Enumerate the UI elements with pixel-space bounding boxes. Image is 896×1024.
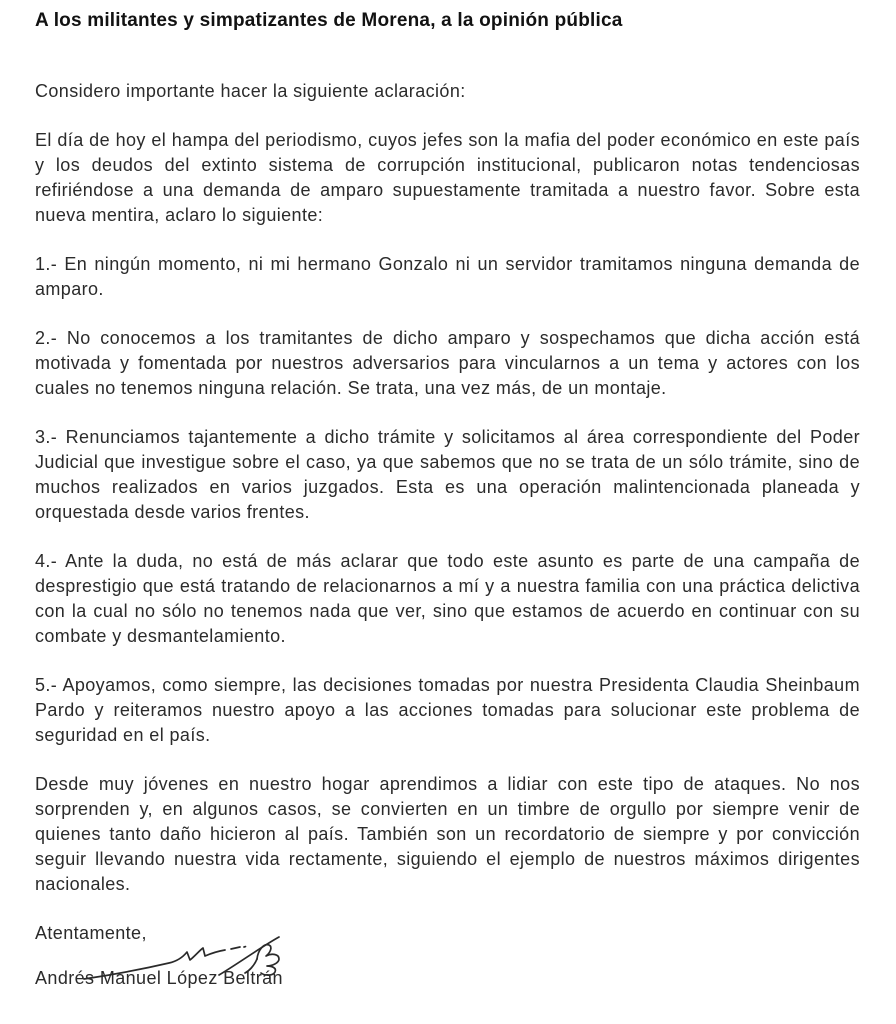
point-4-paragraph: 4.- Ante la duda, no está de más aclarar que todo este asunto es parte de una campaña de desprestigio que está tratando de relacionarnos a mí y a nuestra familia con una práctica delictiva con la cual no sólo no tenemos nada que ver, sino que estamos de acuerdo en continuar con su combate y desmantelamiento.: [35, 551, 860, 646]
context-paragraph: El día de hoy el hampa del periodismo, cuyos jefes son la mafia del poder económico en este país y los deudos del extinto sistema de corrupción institucional, publicaron notas tendenciosas refiriéndose a una demanda de amparo supuestamente tramitada a nuestro favor. Sobre esta nueva mentira, aclaro lo siguiente:: [35, 130, 860, 225]
point-3-paragraph: 3.- Renunciamos tajantemente a dicho trámite y solicitamos al área correspondiente del Poder Judicial que investigue sobre el caso, ya que sabemos que no se trata de un sólo trámite, sino de muchos realizados en varios juzgados. Esta es una operación malintencionada planeada y orquestada desde varios frentes.: [35, 427, 860, 522]
closing-paragraph: Desde muy jóvenes en nuestro hogar aprendimos a lidiar con este tipo de ataques. No nos sorprenden y, en algunos casos, se convierten en un timbre de orgullo por siempre venir de quienes tanto daño hicieron al país. También son un recordatorio de siempre y por convicción seguir llevando nuestra vida rectamente, siguiendo el ejemplo de nuestros máximos dirigentes nacionales.: [35, 774, 860, 894]
point-2-paragraph: 2.- No conocemos a los tramitantes de dicho amparo y sospechamos que dicha acción está motivada y fomentada por nuestros adversarios para vincularnos a un tema y actores con los cuales no tenemos ninguna relación. Se trata, una vez más, de un montaje.: [35, 328, 860, 398]
point-1-paragraph: 1.- En ningún momento, ni mi hermano Gonzalo ni un servidor tramitamos ninguna demanda de amparo.: [35, 254, 860, 299]
point-5-paragraph: 5.- Apoyamos, como siempre, las decisiones tomadas por nuestra Presidenta Claudia Sheinbaum Pardo y reiteramos nuestro apoyo a las acciones tomadas para solucionar este problema de seguridad en el país.: [35, 675, 860, 745]
intro-paragraph: Considero importante hacer la siguiente aclaración:: [35, 81, 466, 101]
signatory-name: Andrés Manuel López Beltrán: [35, 968, 283, 988]
closing-salutation: Atentamente,: [35, 923, 147, 943]
signature-block: [35, 921, 860, 991]
letter-title: A los militantes y simpatizantes de Morena, a la opinión pública: [35, 10, 623, 31]
